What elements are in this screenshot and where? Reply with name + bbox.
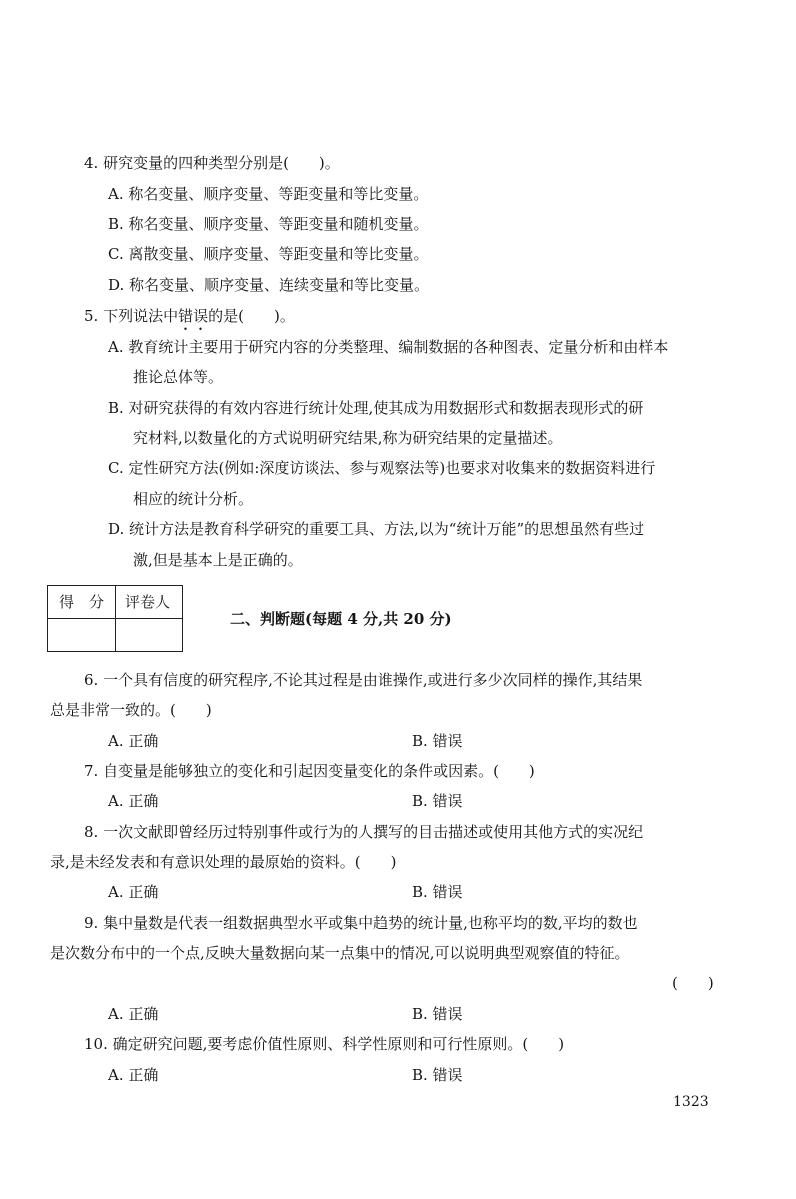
question-5-option-d-line2: 激,但是基本上是正确的。	[133, 551, 303, 569]
question-8-option-a: A. 正确	[108, 883, 159, 901]
question-9-answer-paren: ( )	[672, 974, 714, 992]
question-9-option-b: B. 错误	[412, 1005, 463, 1023]
score-blank-cell[interactable]	[50, 620, 114, 650]
question-5-stem-pre: 5. 下列说法中	[84, 307, 179, 325]
question-6-line2: 总是非常一致的。( )	[50, 701, 212, 719]
question-5-stem-post: 的是( )。	[208, 307, 295, 325]
question-5-option-a-line2: 推论总体等。	[133, 368, 224, 386]
section-2-title: 二、判断题(每题 4 分,共 20 分)	[230, 610, 452, 628]
question-4-option-a: A. 称名变量、顺序变量、等距变量和等比变量。	[108, 185, 429, 203]
question-9-line2: 是次数分布中的一个点,反映大量数据向某一点集中的情况,可以说明典型观察值的特征。	[50, 944, 630, 962]
question-5-option-a-line1: A. 教育统计主要用于研究内容的分类整理、编制数据的各种图表、定量分析和由样本	[108, 338, 669, 356]
question-5-stem	[84, 306, 295, 334]
grader-label: 评卷人	[125, 593, 171, 611]
question-5-option-b-line1: B. 对研究获得的有效内容进行统计处理,使其成为用数据形式和数据表现形式的研	[108, 399, 644, 417]
question-5-option-c-line1: C. 定性研究方法(例如:深度访谈法、参与观察法等)也要求对收集来的数据资料进行	[108, 459, 656, 477]
score-label: 得 分	[59, 593, 105, 611]
question-4-option-c: C. 离散变量、顺序变量、等距变量和等比变量。	[108, 245, 429, 263]
question-5-option-b-line2: 究材料,以数量化的方式说明研究结果,称为研究结果的定量描述。	[133, 429, 563, 447]
question-10-option-b: B. 错误	[412, 1066, 463, 1084]
question-8-line2: 录,是未经发表和有意识处理的最原始的资料。( )	[50, 853, 397, 871]
question-5-emphasis: 错误	[178, 307, 209, 325]
question-8-option-b: B. 错误	[412, 883, 463, 901]
question-9-line1: 9. 集中量数是代表一组数据典型水平或集中趋势的统计量,也称平均的数,平均的数也	[84, 914, 638, 932]
question-6-option-a: A. 正确	[108, 732, 159, 750]
question-4-option-d: D. 称名变量、顺序变量、连续变量和等比变量。	[108, 276, 430, 294]
question-10-line1: 10. 确定研究问题,要考虑价值性原则、科学性原则和可行性原则。( )	[84, 1035, 565, 1053]
grader-blank-cell[interactable]	[118, 620, 182, 650]
question-6-line1: 6. 一个具有信度的研究程序,不论其过程是由谁操作,或进行多少次同样的操作,其结果	[84, 671, 643, 689]
question-8-line1: 8. 一次文献即曾经历过特别事件或行为的人撰写的目击描述或使用其他方式的实况纪	[84, 823, 644, 841]
question-4-option-b: B. 称名变量、顺序变量、等距变量和随机变量。	[108, 215, 429, 233]
question-7-line1: 7. 自变量是能够独立的变化和引起因变量变化的条件或因素。( )	[84, 762, 535, 780]
score-table	[47, 585, 183, 652]
page-number: 1323	[673, 1094, 709, 1110]
question-5-option-d-line1: D. 统计方法是教育科学研究的重要工具、方法,以为“统计万能”的思想虽然有些过	[108, 520, 645, 538]
question-7-option-a: A. 正确	[108, 792, 159, 810]
question-6-option-b: B. 错误	[412, 732, 463, 750]
question-7-option-b: B. 错误	[412, 792, 463, 810]
question-5-option-c-line2: 相应的统计分析。	[133, 490, 254, 508]
question-10-option-a: A. 正确	[108, 1066, 159, 1084]
question-4-stem: 4. 研究变量的四种类型分别是( )。	[84, 154, 340, 172]
score-table-divider-horizontal	[48, 618, 182, 619]
question-9-option-a: A. 正确	[108, 1005, 159, 1023]
